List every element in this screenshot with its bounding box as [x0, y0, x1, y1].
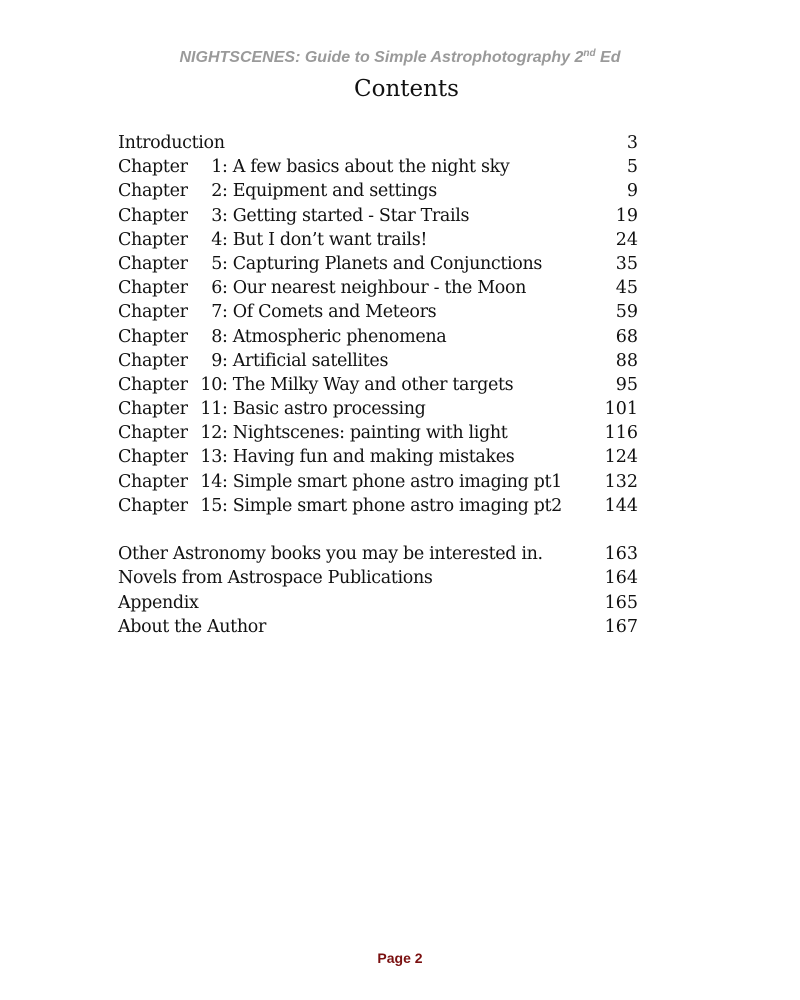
- toc-entry-label: [118, 494, 562, 518]
- toc-entry-chapter-7[interactable]: [118, 300, 638, 324]
- toc-entry-chapter-14[interactable]: [118, 470, 638, 494]
- toc-page-number: 35: [615, 253, 638, 274]
- toc-page-number: 24: [615, 229, 638, 250]
- chapter-number: 15: [200, 495, 222, 516]
- toc-entry-label: [118, 397, 426, 421]
- toc-page-number: 19: [615, 205, 638, 226]
- toc-entry-label: [118, 421, 508, 445]
- chapter-title: : Having fun and making mistakes: [222, 447, 515, 468]
- chapter-title: : Simple smart phone astro imaging pt2: [222, 495, 562, 516]
- chapter-word: Chapter: [118, 229, 188, 250]
- toc-entry-label: Appendix: [118, 592, 199, 613]
- toc-page-number: 167: [604, 616, 638, 637]
- toc-entry-label: [118, 179, 437, 203]
- chapter-title: : Getting started - Star Trails: [222, 205, 470, 226]
- chapter-word: Chapter: [118, 447, 188, 468]
- toc-entry-chapter-2[interactable]: [118, 179, 638, 203]
- toc-page-number: 101: [604, 399, 638, 420]
- chapter-title: : Atmospheric phenomena: [222, 326, 447, 347]
- page-title: Contents: [354, 76, 459, 102]
- table-of-contents: [118, 131, 638, 639]
- book-title: NIGHTSCENES: Guide to Simple Astrophotography 2: [179, 49, 584, 66]
- toc-entry-chapter-12[interactable]: [118, 421, 638, 445]
- toc-entry-label: [118, 349, 388, 373]
- chapter-number: 11: [200, 399, 222, 420]
- toc-entry-back-matter[interactable]: [118, 566, 638, 590]
- edition-suffix: Ed: [595, 49, 621, 66]
- toc-entry-label: [118, 155, 509, 179]
- chapter-title: : Nightscenes: painting with light: [222, 423, 508, 444]
- toc-entry-label: [118, 373, 513, 397]
- chapter-number: 9: [211, 350, 222, 371]
- chapter-title: : Capturing Planets and Conjunctions: [222, 253, 543, 274]
- toc-entry-label: Other Astronomy books you may be interested in.: [118, 544, 543, 565]
- toc-entry-chapter-9[interactable]: [118, 349, 638, 373]
- toc-entry-chapter-13[interactable]: [118, 445, 638, 469]
- chapter-number: 2: [211, 181, 222, 202]
- toc-page-number: 5: [626, 157, 638, 178]
- chapter-number: 12: [200, 423, 222, 444]
- toc-entry-chapter-8[interactable]: [118, 325, 638, 349]
- toc-section-gap: [118, 518, 638, 542]
- chapter-title: : But I don’t want trails!: [222, 229, 428, 250]
- toc-entry-label: [118, 228, 427, 252]
- chapter-number: 8: [211, 326, 222, 347]
- running-header: [0, 49, 800, 67]
- chapter-title: : Simple smart phone astro imaging pt1: [222, 471, 562, 492]
- edition-superscript: nd: [583, 48, 596, 59]
- toc-page-number: 163: [604, 544, 638, 565]
- chapter-number: 10: [200, 374, 222, 395]
- chapter-title: : The Milky Way and other targets: [222, 374, 514, 395]
- toc-entry-label: Novels from Astrospace Publications: [118, 568, 433, 589]
- toc-entry-chapter-6[interactable]: [118, 276, 638, 300]
- chapter-number: 7: [211, 302, 222, 323]
- toc-entry-back-matter[interactable]: [118, 542, 638, 566]
- chapter-word: Chapter: [118, 471, 188, 492]
- page-number-footer: Page 2: [377, 950, 423, 966]
- toc-entry-label: [118, 445, 514, 469]
- chapter-word: Chapter: [118, 399, 188, 420]
- chapter-word: Chapter: [118, 278, 188, 299]
- toc-entry-chapter-5[interactable]: [118, 252, 638, 276]
- chapter-title: : Basic astro processing: [222, 399, 426, 420]
- toc-page-number: 165: [604, 592, 638, 613]
- toc-page-number: 95: [615, 374, 638, 395]
- chapter-word: Chapter: [118, 495, 188, 516]
- toc-entry-label: [118, 276, 526, 300]
- chapter-word: Chapter: [118, 157, 188, 178]
- toc-page-number: 9: [626, 181, 638, 202]
- toc-entry-label: [118, 300, 436, 324]
- toc-entry-chapter-3[interactable]: [118, 204, 638, 228]
- toc-entry-introduction[interactable]: [118, 131, 638, 155]
- toc-entry-label: [118, 470, 562, 494]
- toc-page-number: 68: [615, 326, 638, 347]
- chapter-word: Chapter: [118, 253, 188, 274]
- toc-entry-chapter-10[interactable]: [118, 373, 638, 397]
- chapter-number: 4: [211, 229, 222, 250]
- toc-page-number: 45: [615, 278, 638, 299]
- toc-page-number: 3: [626, 133, 638, 153]
- chapter-title: : Of Comets and Meteors: [222, 302, 437, 323]
- chapter-word: Chapter: [118, 326, 188, 347]
- toc-entry-chapter-11[interactable]: [118, 397, 638, 421]
- chapter-word: Chapter: [118, 423, 188, 444]
- chapter-number: 1: [211, 157, 222, 178]
- chapter-word: Chapter: [118, 374, 188, 395]
- chapter-title: : Artificial satellites: [222, 350, 389, 371]
- toc-entry-chapter-15[interactable]: [118, 494, 638, 518]
- toc-page-number: 116: [604, 423, 638, 444]
- chapter-number: 14: [200, 471, 222, 492]
- toc-entry-chapter-4[interactable]: [118, 228, 638, 252]
- chapter-number: 5: [211, 253, 222, 274]
- toc-page-number: 59: [615, 302, 638, 323]
- chapter-title: : Our nearest neighbour - the Moon: [222, 278, 527, 299]
- toc-page-number: 132: [604, 471, 638, 492]
- toc-page-number: 164: [604, 568, 638, 589]
- toc-entry-label: [118, 204, 469, 228]
- toc-entry-back-matter[interactable]: [118, 591, 638, 615]
- chapter-number: 6: [211, 278, 222, 299]
- toc-page-number: 124: [604, 447, 638, 468]
- chapter-title: : Equipment and settings: [222, 181, 437, 202]
- toc-page-number: 144: [604, 495, 638, 516]
- chapter-title: : A few basics about the night sky: [222, 157, 510, 178]
- toc-entry-label: [118, 325, 446, 349]
- toc-entry-label: [118, 252, 542, 276]
- chapter-number: 13: [200, 447, 222, 468]
- chapter-number: 3: [211, 205, 222, 226]
- chapter-word: Chapter: [118, 205, 188, 226]
- chapter-word: Chapter: [118, 181, 188, 202]
- chapter-word: Chapter: [118, 302, 188, 323]
- toc-page-number: 88: [615, 350, 638, 371]
- toc-entry-label: Introduction: [118, 133, 225, 153]
- toc-entry-label: About the Author: [118, 616, 266, 637]
- toc-entry-back-matter[interactable]: [118, 615, 638, 639]
- chapter-word: Chapter: [118, 350, 188, 371]
- toc-entry-chapter-1[interactable]: [118, 155, 638, 179]
